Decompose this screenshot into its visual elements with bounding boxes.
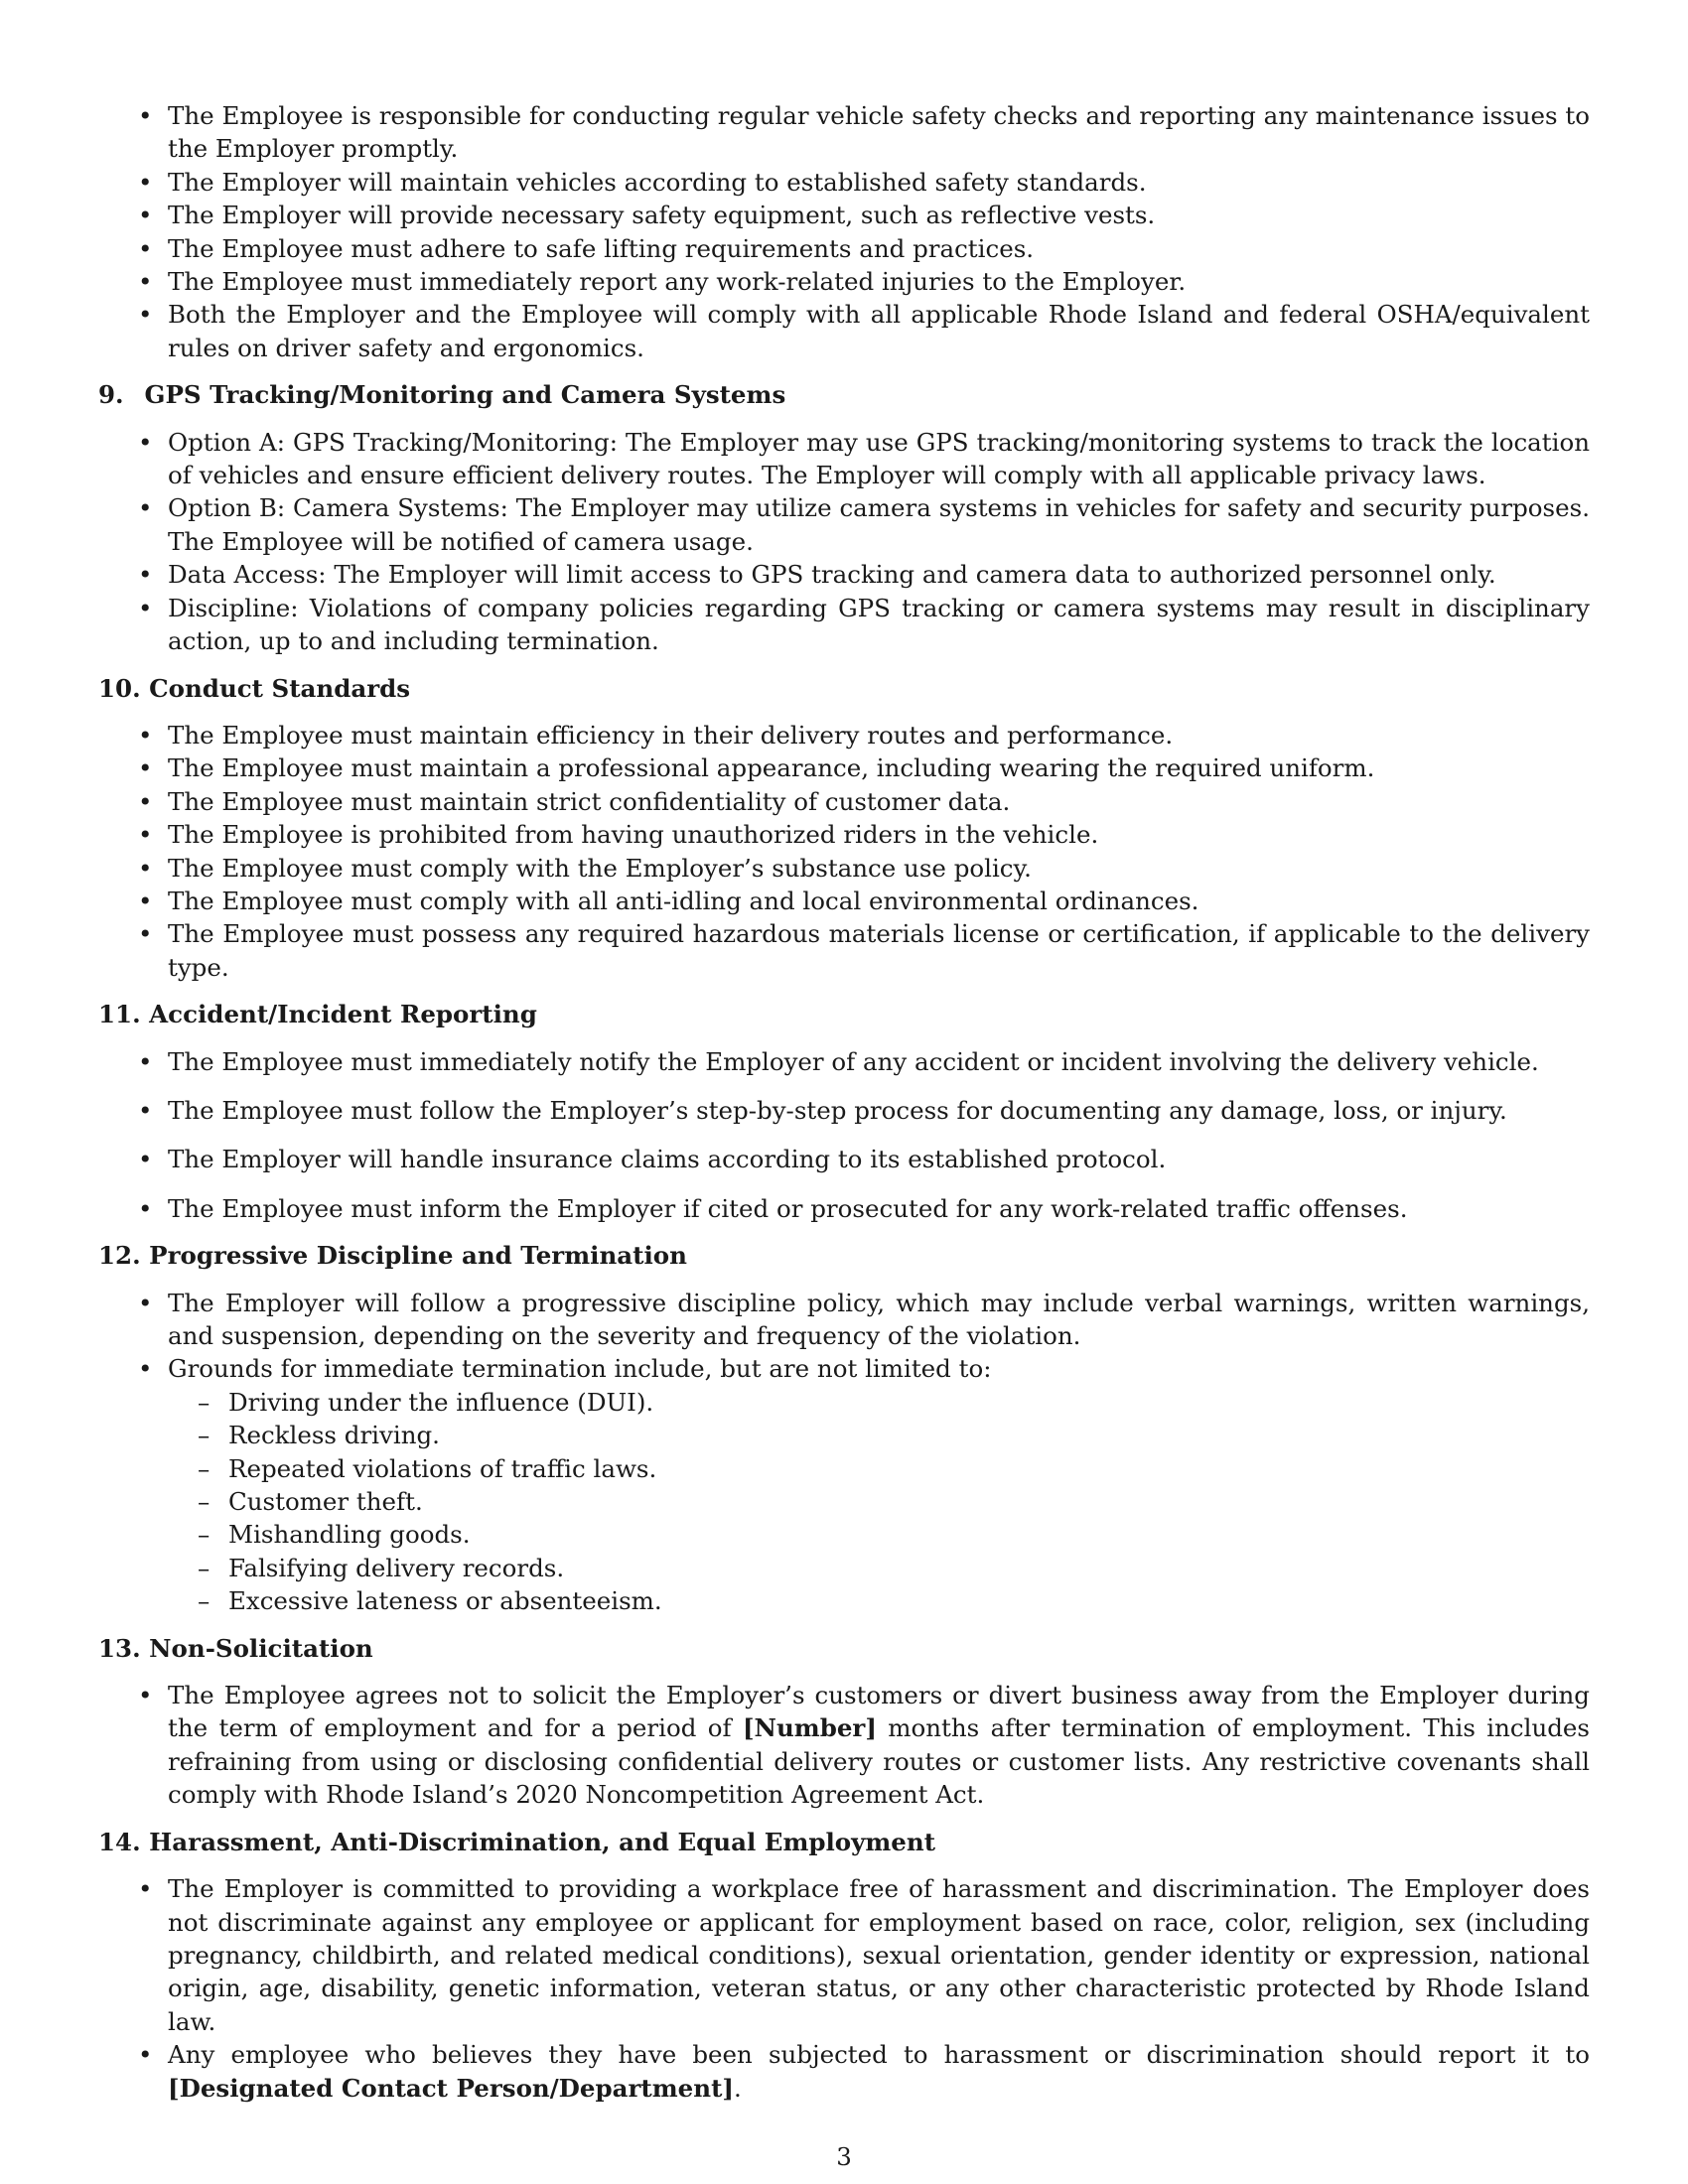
section-heading-harassment bbox=[98, 1826, 1590, 1858]
list-item: • The Employee must possess any required hazardous materials license or certification, if applicable to the delivery type. bbox=[98, 917, 1590, 984]
list-item: • The Employee must immediately report any work-related injuries to the Employer. bbox=[98, 265, 1590, 298]
list-item: • The Employer will follow a progressive discipline policy, which may include verbal warnings, written warnings, and suspension, depending on the severity and frequency of the violation. bbox=[98, 1287, 1590, 1353]
list-item: • The Employer will provide necessary safety equipment, such as reflective vests. bbox=[98, 199, 1590, 231]
list-item: • The Employer will handle insurance claims according to its established protocol. bbox=[98, 1143, 1590, 1175]
list-item: • The Employee must comply with all anti-idling and local environmental ordinances. bbox=[98, 885, 1590, 917]
section-number: 9. bbox=[98, 380, 124, 410]
list-item: • The Employee must inform the Employer if cited or prosecuted for any work-related traffic offenses. bbox=[98, 1192, 1590, 1225]
section-heading-gps bbox=[98, 378, 1590, 411]
list-item: • Option A: GPS Tracking/Monitoring: The Employer may use GPS tracking/monitoring systems to track the location of vehicles and ensure efficient delivery routes. The Employer will comply with all applicable privacy laws. bbox=[98, 426, 1590, 492]
list-item: • The Employee is prohibited from having unauthorized riders in the vehicle. bbox=[98, 818, 1590, 851]
sub-list-item: – Reckless driving. bbox=[168, 1419, 1590, 1451]
list-item: • Option B: Camera Systems: The Employer may utilize camera systems in vehicles for safety and security purposes. The Employee will be notified of camera usage. bbox=[98, 491, 1590, 558]
section-number: 14. bbox=[98, 1827, 141, 1856]
harassment-bullet-list bbox=[98, 1872, 1590, 2105]
safety-bullet-list bbox=[98, 99, 1590, 364]
list-item: • The Employee must maintain a professional appearance, including wearing the required uniform. bbox=[98, 751, 1590, 784]
sub-list-item: – Excessive lateness or absenteeism. bbox=[168, 1584, 1590, 1617]
list-item: • The Employee must comply with the Employer’s substance use policy. bbox=[98, 852, 1590, 885]
conduct-bullet-list bbox=[98, 719, 1590, 984]
document-page bbox=[98, 99, 1590, 2105]
placeholder-number: [Number] bbox=[742, 1713, 877, 1743]
section-number: 10. bbox=[98, 673, 141, 703]
list-item: • Discipline: Violations of company policies regarding GPS tracking or camera systems may result in disciplinary action, up to and including termination. bbox=[98, 592, 1590, 658]
section-number: 12. bbox=[98, 1241, 141, 1271]
gps-bullet-list bbox=[98, 426, 1590, 658]
section-number: 13. bbox=[98, 1633, 141, 1663]
section-heading-conduct bbox=[98, 672, 1590, 705]
list-item: • The Employee must maintain efficiency in their delivery routes and performance. bbox=[98, 719, 1590, 751]
sub-list-item: – Mishandling goods. bbox=[168, 1518, 1590, 1551]
accident-bullet-list bbox=[98, 1045, 1590, 1226]
section-title: GPS Tracking/Monitoring and Camera Systems bbox=[144, 380, 786, 410]
section-heading-discipline bbox=[98, 1239, 1590, 1272]
list-item bbox=[98, 1352, 1590, 1617]
non-solicitation-bullet-list bbox=[98, 1679, 1590, 1812]
section-title: Harassment, Anti-Discrimination, and Equal Employment bbox=[149, 1827, 936, 1856]
section-title: Accident/Incident Reporting bbox=[149, 1000, 537, 1029]
list-item: • The Employer is committed to providing a workplace free of harassment and discrimination. The Employer does not discriminate against any employee or applicant for employment based on race, color, religion, sex (including pregnancy, childbirth, and related medical conditions), sexual orientation, gender identity or expression, national origin, age, disability, genetic information, veteran status, or any other characteristic protected by Rhode Island law. bbox=[98, 1872, 1590, 2038]
section-number: 11. bbox=[98, 1000, 141, 1029]
section-title: Conduct Standards bbox=[149, 673, 411, 703]
page-number: 3 bbox=[836, 2142, 852, 2171]
sub-list-item: – Falsifying delivery records. bbox=[168, 1552, 1590, 1584]
sub-list-item: – Customer theft. bbox=[168, 1485, 1590, 1518]
text-run: Any employee who believes they have been subjected to harassment or discrimination should report it to bbox=[168, 2040, 1590, 2070]
list-item: • The Employee must immediately notify the Employer of any accident or incident involving the delivery vehicle. bbox=[98, 1045, 1590, 1078]
list-item: • The Employee is responsible for conducting regular vehicle safety checks and reporting any maintenance issues to the Employer promptly. bbox=[98, 99, 1590, 166]
section-heading-accident bbox=[98, 998, 1590, 1030]
section-heading-non-solicitation bbox=[98, 1632, 1590, 1665]
list-item bbox=[98, 1679, 1590, 1812]
termination-grounds-list bbox=[168, 1386, 1590, 1618]
list-item: • The Employee must maintain strict confidentiality of customer data. bbox=[98, 785, 1590, 818]
text-run: months after termination of employment. This includes refraining from using or disclosing confidential delivery routes or customer lists. Any restrictive covenants shall comply with Rhode Island’s 2020 Noncompetition Agreement Act. bbox=[168, 1713, 1590, 1810]
sub-list-item: – Repeated violations of traffic laws. bbox=[168, 1452, 1590, 1485]
section-title: Non-Solicitation bbox=[149, 1633, 373, 1663]
placeholder-contact: [Designated Contact Person/Department] bbox=[168, 2073, 734, 2103]
list-item: • Data Access: The Employer will limit access to GPS tracking and camera data to authorized personnel only. bbox=[98, 558, 1590, 591]
list-item: • The Employee must follow the Employer’s step-by-step process for documenting any damage, loss, or injury. bbox=[98, 1094, 1590, 1127]
list-item: • The Employer will maintain vehicles according to established safety standards. bbox=[98, 166, 1590, 199]
list-item: • The Employee must adhere to safe lifting requirements and practices. bbox=[98, 232, 1590, 265]
text-run: . bbox=[733, 2073, 742, 2103]
discipline-bullet-list bbox=[98, 1287, 1590, 1618]
list-item: • Both the Employer and the Employee will comply with all applicable Rhode Island and federal OSHA/equivalent rules on driver safety and ergonomics. bbox=[98, 298, 1590, 364]
text-run: The Employee agrees not to solicit the Employer’s customers or divert business away from the Employer during the term of employment and for a period of bbox=[168, 1681, 1590, 1743]
list-item-text: Grounds for immediate termination include, but are not limited to: bbox=[168, 1354, 992, 1384]
sub-list-item: – Driving under the influence (DUI). bbox=[168, 1386, 1590, 1419]
section-title: Progressive Discipline and Termination bbox=[149, 1241, 687, 1271]
list-item bbox=[98, 2038, 1590, 2105]
